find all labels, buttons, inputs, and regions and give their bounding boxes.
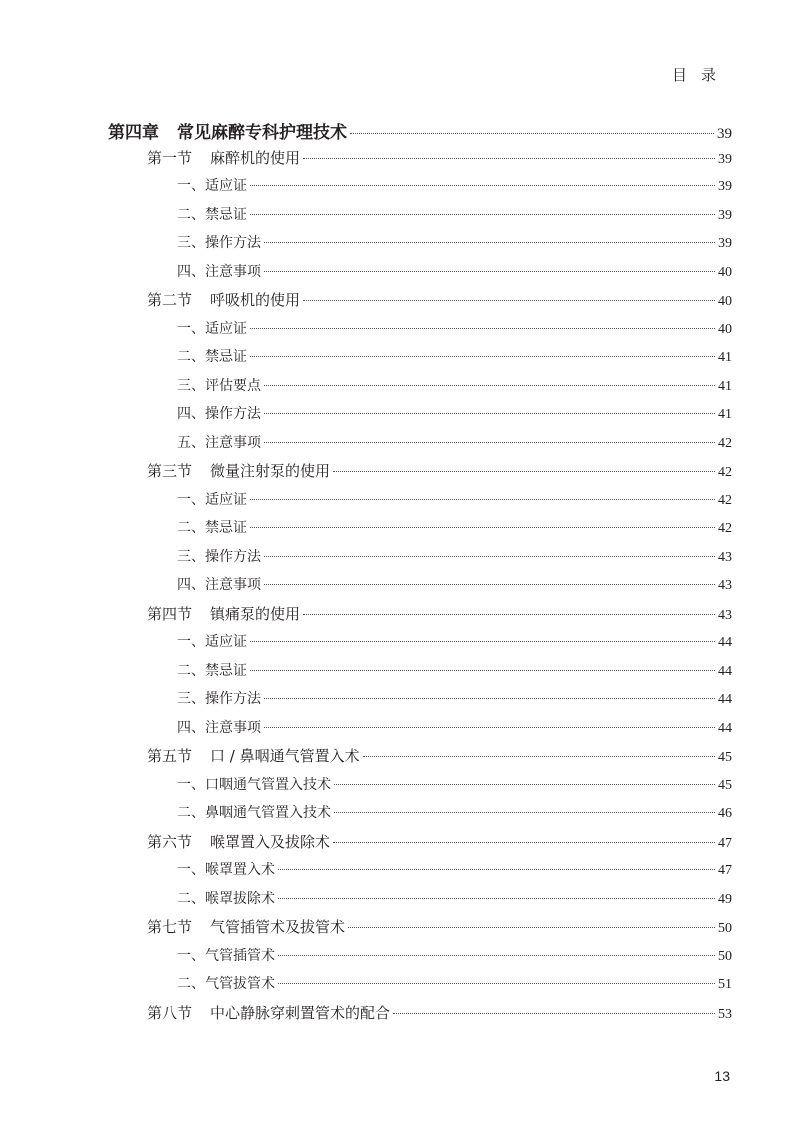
toc-entry-page: 49 bbox=[718, 891, 732, 907]
toc-entry-title: 一、适应证 bbox=[177, 491, 247, 508]
toc-entry-page: 39 bbox=[718, 236, 732, 251]
dot-leader bbox=[264, 271, 715, 272]
toc-entry-title: 镇痛泵的使用 bbox=[210, 604, 301, 623]
toc-entry-label bbox=[177, 432, 261, 452]
toc-entry-page: 42 bbox=[718, 521, 732, 536]
toc-subsection-entry bbox=[177, 432, 732, 452]
toc-subsection-entry bbox=[177, 774, 732, 794]
dot-leader bbox=[303, 158, 715, 159]
toc-entry-page: 44 bbox=[718, 720, 732, 736]
dot-leader bbox=[264, 727, 715, 728]
toc-entry-label bbox=[177, 574, 261, 594]
toc-entry-page: 44 bbox=[718, 663, 732, 679]
toc-entry-page: 42 bbox=[718, 465, 732, 480]
dot-leader bbox=[348, 927, 715, 928]
toc-entry-page: 44 bbox=[718, 692, 732, 707]
toc-entry-number: 第二节 bbox=[147, 291, 193, 309]
toc-subsection-entry bbox=[177, 688, 732, 708]
toc-subsection-entry bbox=[177, 859, 732, 879]
toc-section-entry bbox=[147, 147, 732, 168]
toc-entry-title: 常见麻醉专科护理技术 bbox=[177, 123, 347, 143]
toc-subsection-entry bbox=[177, 517, 732, 537]
toc-subsection-entry bbox=[177, 375, 732, 395]
toc-entry-title: 二、喉罩拔除术 bbox=[177, 890, 275, 907]
dot-leader bbox=[250, 356, 715, 357]
toc-entry-page: 53 bbox=[718, 1006, 732, 1022]
dot-leader bbox=[264, 442, 715, 443]
toc-subsection-entry bbox=[177, 175, 732, 195]
toc-entry-label bbox=[177, 717, 261, 737]
dot-leader bbox=[334, 812, 715, 813]
dot-leader bbox=[250, 527, 715, 528]
toc-subsection-entry bbox=[177, 403, 732, 423]
toc-subsection-entry bbox=[177, 204, 732, 224]
toc-entry-label bbox=[147, 289, 300, 310]
toc-subsection-entry bbox=[177, 346, 732, 366]
toc-entry-label bbox=[177, 261, 261, 281]
toc-entry-label bbox=[177, 546, 261, 566]
toc-entry-title: 麻醉机的使用 bbox=[210, 148, 301, 167]
toc-section-entry bbox=[147, 916, 732, 937]
toc-entry-number: 第六节 bbox=[147, 832, 193, 851]
toc-entry-title: 一、喉罩置入术 bbox=[177, 862, 275, 878]
toc-entry-page: 39 bbox=[718, 179, 732, 194]
toc-chapter-entry bbox=[108, 118, 732, 143]
toc-subsection-entry bbox=[177, 888, 732, 908]
toc-entry-label bbox=[147, 603, 300, 624]
toc-entry-title: 五、注意事项 bbox=[177, 434, 261, 451]
dot-leader bbox=[350, 133, 714, 134]
toc-entry-title: 二、禁忌证 bbox=[177, 520, 247, 536]
toc-subsection-entry bbox=[177, 489, 732, 509]
dot-leader bbox=[303, 300, 715, 301]
toc-subsection-entry bbox=[177, 574, 732, 594]
toc-entry-label bbox=[177, 774, 331, 794]
toc-entry-number: 第三节 bbox=[147, 462, 193, 480]
toc-entry-page: 40 bbox=[718, 321, 732, 337]
toc-entry-label bbox=[177, 945, 275, 965]
toc-entry-title: 二、气管拔管术 bbox=[177, 976, 275, 992]
toc-section-entry bbox=[147, 460, 732, 481]
dot-leader bbox=[333, 471, 715, 472]
dot-leader bbox=[250, 185, 715, 186]
toc-entry-page: 42 bbox=[718, 435, 732, 451]
toc-section-entry bbox=[147, 289, 732, 310]
toc-entry-label bbox=[147, 147, 300, 168]
toc-entry-title: 三、操作方法 bbox=[177, 548, 261, 565]
dot-leader bbox=[278, 898, 715, 899]
toc-entry-label bbox=[177, 631, 247, 651]
toc-entry-label bbox=[177, 802, 331, 822]
toc-entry-page: 39 bbox=[718, 207, 732, 223]
dot-leader bbox=[264, 556, 715, 557]
toc-entry-label bbox=[177, 403, 261, 423]
dot-leader bbox=[334, 784, 715, 785]
toc-subsection-entry bbox=[177, 232, 732, 252]
toc-entry-page: 39 bbox=[717, 126, 732, 142]
toc-entry-label bbox=[177, 175, 247, 195]
toc-entry-title: 口 / 鼻咽通气管置入术 bbox=[210, 747, 360, 765]
dot-leader bbox=[264, 413, 715, 414]
toc-entry-label bbox=[177, 204, 247, 224]
dot-leader bbox=[250, 214, 715, 215]
toc-entry-title: 二、禁忌证 bbox=[177, 206, 247, 223]
toc-entry-label bbox=[177, 489, 247, 509]
toc-entry-page: 50 bbox=[718, 948, 732, 964]
toc-entry-label bbox=[147, 1002, 390, 1023]
toc-subsection-entry bbox=[177, 945, 732, 965]
page-number: 13 bbox=[714, 1068, 730, 1084]
toc-entry-label bbox=[177, 375, 261, 395]
toc-entry-title: 呼吸机的使用 bbox=[210, 291, 301, 309]
toc-subsection-entry bbox=[177, 318, 732, 338]
toc-entry-label bbox=[177, 888, 275, 908]
dot-leader bbox=[333, 842, 715, 843]
toc-entry-label bbox=[177, 973, 275, 993]
toc-subsection-entry bbox=[177, 261, 732, 281]
toc-entry-title: 四、操作方法 bbox=[177, 406, 261, 422]
toc-section-entry bbox=[147, 1002, 732, 1023]
toc-entry-page: 45 bbox=[718, 750, 732, 765]
dot-leader bbox=[250, 328, 715, 329]
toc-subsection-entry bbox=[177, 973, 732, 993]
toc-entry-number: 第七节 bbox=[147, 918, 193, 936]
toc-entry-page: 50 bbox=[718, 921, 732, 936]
toc-entry-title: 微量注射泵的使用 bbox=[210, 462, 331, 480]
toc-entry-label bbox=[147, 916, 345, 937]
toc-entry-title: 一、口咽通气管置入技术 bbox=[177, 776, 331, 793]
toc-entry-page: 41 bbox=[718, 378, 732, 394]
toc-entry-page: 45 bbox=[718, 777, 732, 793]
toc-entry-title: 一、适应证 bbox=[177, 634, 247, 650]
toc-entry-title: 四、注意事项 bbox=[177, 577, 261, 593]
toc-subsection-entry bbox=[177, 631, 732, 651]
toc-subsection-entry bbox=[177, 802, 732, 822]
toc-entry-page: 40 bbox=[718, 264, 732, 280]
toc-entry-title: 二、禁忌证 bbox=[177, 349, 247, 365]
dot-leader bbox=[363, 756, 715, 757]
toc-entry-page: 39 bbox=[718, 151, 732, 167]
toc-entry-page: 43 bbox=[718, 578, 732, 593]
toc-entry-page: 41 bbox=[718, 407, 732, 422]
toc-entry-label bbox=[177, 517, 247, 537]
toc-entry-page: 44 bbox=[718, 635, 732, 650]
dot-leader bbox=[278, 869, 715, 870]
toc-entry-title: 三、操作方法 bbox=[177, 691, 261, 707]
toc-entry-number: 第八节 bbox=[147, 1003, 193, 1022]
toc-entry-title: 四、注意事项 bbox=[177, 719, 261, 736]
toc-section-entry bbox=[147, 745, 732, 766]
running-header: 目录 bbox=[671, 66, 730, 84]
toc-subsection-entry bbox=[177, 546, 732, 566]
toc-section-entry bbox=[147, 831, 732, 852]
dot-leader bbox=[393, 1013, 715, 1014]
toc-entry-label bbox=[177, 660, 247, 680]
toc-entry-number: 第四章 bbox=[108, 123, 159, 143]
dot-leader bbox=[278, 983, 715, 984]
toc-entry-label bbox=[108, 118, 347, 143]
dot-leader bbox=[250, 641, 715, 642]
dot-leader bbox=[250, 670, 715, 671]
dot-leader bbox=[303, 614, 715, 615]
dot-leader bbox=[264, 242, 715, 243]
toc-entry-number: 第一节 bbox=[147, 148, 193, 167]
toc-entry-title: 气管插管术及拔管术 bbox=[210, 918, 346, 936]
dot-leader bbox=[278, 955, 715, 956]
toc-entry-label bbox=[177, 859, 275, 879]
toc-entry-title: 一、适应证 bbox=[177, 178, 247, 194]
dot-leader bbox=[264, 385, 715, 386]
toc-section-entry bbox=[147, 603, 732, 624]
toc-entry-page: 46 bbox=[718, 806, 732, 821]
toc-entry-label bbox=[147, 460, 330, 481]
toc-entry-label bbox=[177, 232, 261, 252]
dot-leader bbox=[264, 584, 715, 585]
toc-entry-label bbox=[177, 318, 247, 338]
toc-entry-page: 47 bbox=[718, 835, 732, 851]
toc-entry-title: 三、评估要点 bbox=[177, 377, 261, 394]
toc-entry-page: 42 bbox=[718, 492, 732, 508]
toc-entry-number: 第四节 bbox=[147, 604, 193, 623]
toc-entry-page: 43 bbox=[718, 607, 732, 623]
toc-entry-title: 二、鼻咽通气管置入技术 bbox=[177, 805, 331, 821]
toc-subsection-entry bbox=[177, 717, 732, 737]
toc-entry-title: 一、气管插管术 bbox=[177, 947, 275, 964]
toc-entry-title: 中心静脉穿刺置管术的配合 bbox=[210, 1003, 391, 1022]
toc-entry-page: 40 bbox=[718, 294, 732, 309]
toc-entry-page: 47 bbox=[718, 863, 732, 878]
toc-entry-page: 43 bbox=[718, 549, 732, 565]
toc-entry-title: 二、禁忌证 bbox=[177, 662, 247, 679]
toc-entry-label bbox=[147, 745, 360, 766]
toc-entry-title: 一、适应证 bbox=[177, 320, 247, 337]
toc-entry-label bbox=[177, 346, 247, 366]
toc-entry-title: 四、注意事项 bbox=[177, 263, 261, 280]
toc-entry-label bbox=[177, 688, 261, 708]
toc-entry-label bbox=[147, 831, 330, 852]
toc-subsection-entry bbox=[177, 660, 732, 680]
dot-leader bbox=[250, 499, 715, 500]
toc-entry-page: 51 bbox=[718, 977, 732, 992]
toc-entry-title: 三、操作方法 bbox=[177, 235, 261, 251]
dot-leader bbox=[264, 698, 715, 699]
toc-entry-number: 第五节 bbox=[147, 747, 193, 765]
toc-entry-title: 喉罩置入及拔除术 bbox=[210, 832, 331, 851]
toc-entry-page: 41 bbox=[718, 350, 732, 365]
